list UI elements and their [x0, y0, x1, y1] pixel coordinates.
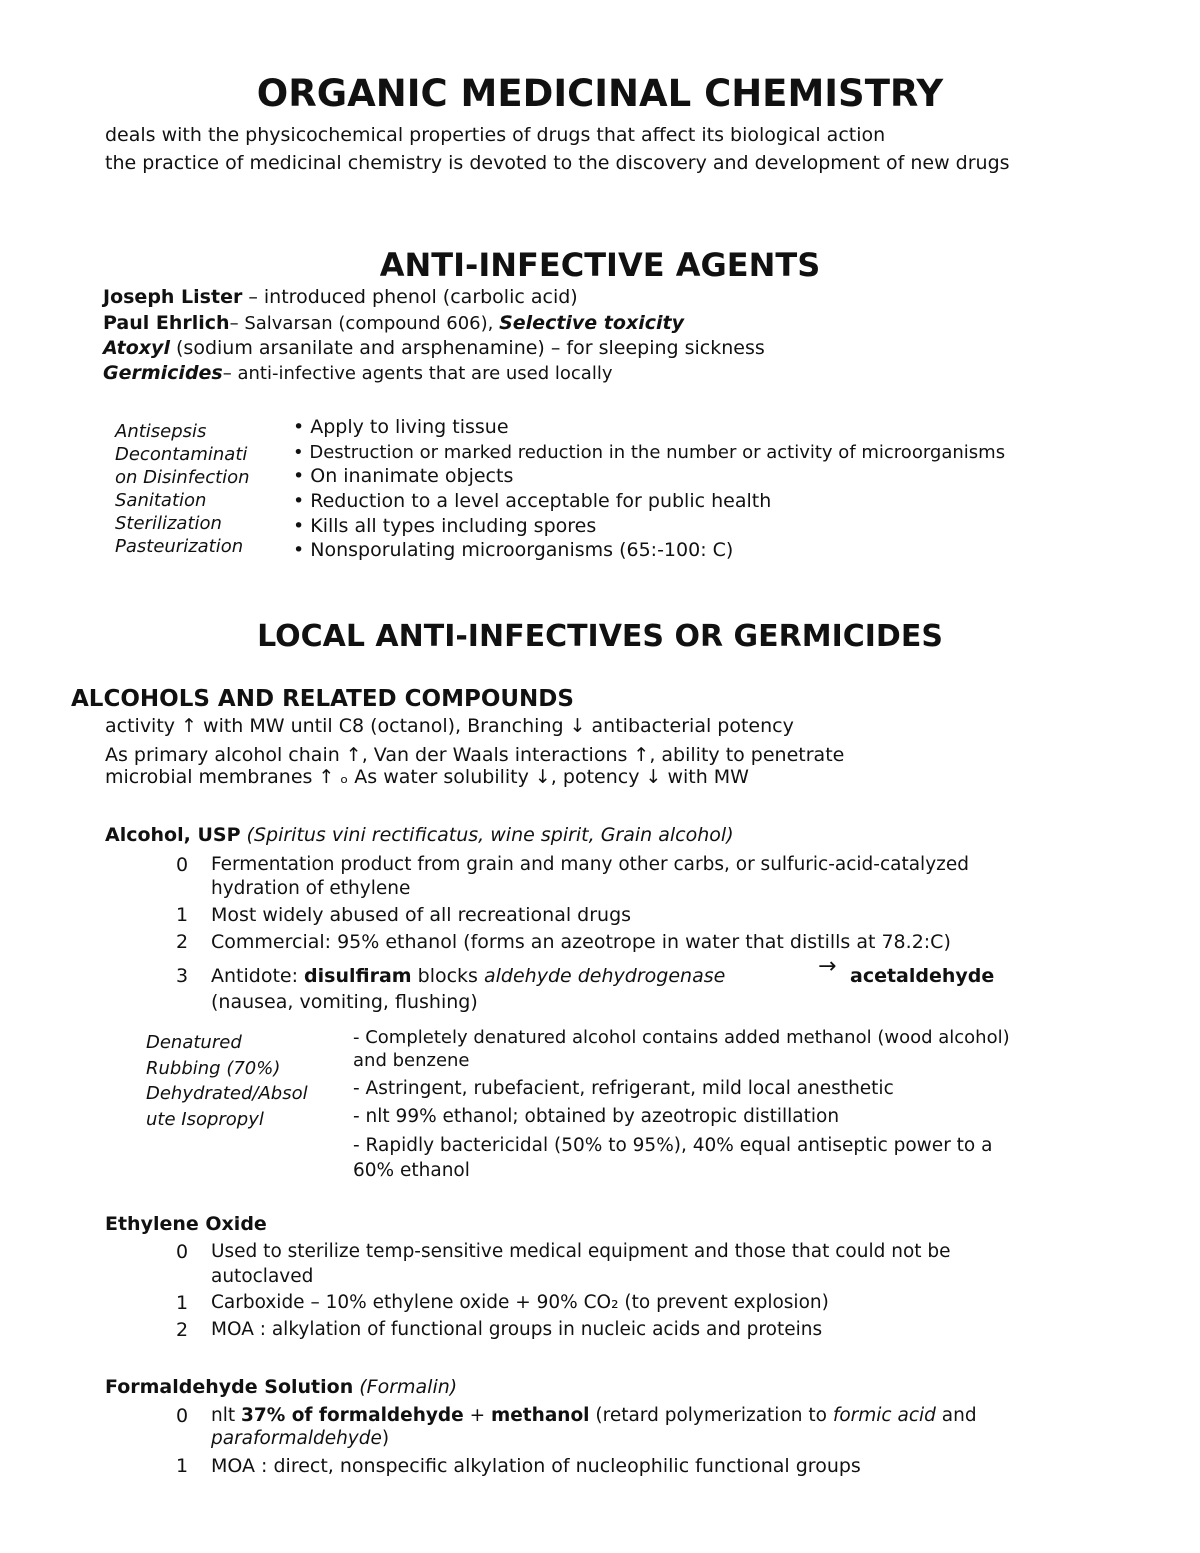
antidote-product: acetaldehyde [850, 965, 995, 987]
list-item: Used to sterilize temp-sensitive medical equipment and those that could not be [211, 1241, 951, 1262]
text-pre: nlt [211, 1405, 241, 1426]
text-bold: methanol [490, 1405, 590, 1426]
alcohol-type-desc: - Completely denatured alcohol contains added methanol (wood alcohol) [353, 1027, 1010, 1048]
bullet-item: • Kills all types including spores [293, 515, 597, 537]
person-atoxyl [103, 337, 765, 359]
person-lister [103, 286, 578, 308]
alcohol-type-desc: - Rapidly bactericidal (50% to 95%), 40% equal antiseptic power to a [353, 1135, 993, 1156]
list-item: Carboxide – 10% ethylene oxide + 90% CO₂ (to prevent explosion) [211, 1292, 829, 1313]
person-text: (sodium arsanilate and arsphenamine) – for sleeping sickness [169, 337, 765, 359]
subheading-alcohols: ALCOHOLS AND RELATED COMPOUNDS [71, 686, 574, 712]
alcohol-type-label: Rubbing (70%) [146, 1057, 281, 1079]
antidote-pre: Antidote: [211, 965, 305, 987]
note-line: As primary alcohol chain ↑, Van der Waals interactions ↑, ability to penetrate [105, 744, 845, 766]
person-germicides [103, 362, 612, 384]
alcohol-type-label: Dehydrated/Absol [146, 1083, 308, 1104]
compound-alias: (Spiritus vini rectificatus, wine spirit, Grain alcohol) [240, 824, 734, 846]
item-number: 1 [176, 904, 189, 926]
text-bold: 37% of formaldehyde [241, 1405, 464, 1426]
term-disinfection: on Disinfection [115, 467, 250, 488]
list-item: Commercial: 95% ethanol (forms an azeotrope in water that distills at 78.2:C) [211, 931, 951, 953]
list-item-cont [211, 1428, 389, 1449]
list-item: Fermentation product from grain and many other carbs, or sulfuric-acid-catalyzed [211, 854, 969, 875]
list-item-cont: hydration of ethylene [211, 878, 411, 899]
item-number: 0 [176, 1241, 189, 1263]
list-item: MOA : alkylation of functional groups in nucleic acids and proteins [211, 1319, 823, 1340]
alcohol-type-desc: 60% ethanol [353, 1160, 470, 1181]
bullet-item: • On inanimate objects [293, 465, 514, 487]
list-item-cont: (nausea, vomiting, flushing) [211, 991, 478, 1013]
term-decontamination: Decontaminati [115, 444, 248, 465]
text-and: and [935, 1405, 977, 1426]
text-plus: + [463, 1405, 491, 1426]
item-number: 2 [176, 1319, 189, 1341]
section-heading-local: LOCAL ANTI-INFECTIVES OR GERMICIDES [257, 619, 943, 654]
list-item-formaldehyde [211, 1405, 977, 1426]
text-mid: (retard polymerization to [589, 1405, 833, 1426]
text-close: ) [381, 1428, 390, 1449]
item-number: 0 [176, 854, 189, 876]
person-text: – anti-infective agents that are used locally [222, 363, 613, 384]
list-item: MOA : direct, nonspecific alkylation of nucleophilic functional groups [211, 1455, 861, 1477]
section-heading-anti-infective: ANTI-INFECTIVE AGENTS [379, 246, 821, 284]
item-number: 0 [176, 1405, 189, 1427]
list-item-cont: autoclaved [211, 1266, 314, 1287]
compound-name: Formaldehyde Solution [105, 1376, 354, 1398]
formaldehyde-heading [105, 1376, 457, 1398]
bullet-item: • Apply to living tissue [293, 416, 509, 438]
term-sanitation: Sanitation [115, 490, 207, 511]
list-item: Most widely abused of all recreational drugs [211, 904, 632, 926]
antidote-enzyme: aldehyde dehydrogenase [484, 965, 726, 987]
text-italic: paraformaldehyde [211, 1428, 382, 1449]
compound-alias: (Formalin) [353, 1376, 458, 1398]
list-item-antidote [211, 965, 725, 987]
person-ehrlich [103, 312, 684, 334]
antidote-mid: blocks [411, 965, 484, 987]
person-emphasis: Selective toxicity [499, 312, 684, 334]
bullet-item: • Nonsporulating microorganisms (65:-100: C) [293, 539, 734, 561]
alcohol-type-desc: - Astringent, rubefacient, refrigerant, mild local anesthetic [353, 1078, 894, 1099]
intro-line-1: deals with the physicochemical properties of drugs that affect its biological action [105, 124, 886, 146]
alcohol-type-label: ute Isopropyl [146, 1108, 264, 1130]
person-name: Germicides [103, 362, 223, 384]
person-name: Joseph Lister [103, 286, 243, 308]
item-number: 1 [176, 1455, 189, 1477]
person-name: Atoxyl [103, 337, 170, 359]
arrow-icon: → [818, 954, 837, 979]
alcohol-type-desc: and benzene [353, 1050, 470, 1071]
item-number: 1 [176, 1292, 189, 1314]
bullet-item: • Destruction or marked reduction in the number or activity of microorganisms [293, 442, 1006, 463]
note-line: activity ↑ with MW until C8 (octanol), Branching ↓ antibacterial potency [105, 715, 794, 737]
person-name: Paul Ehrlich [103, 312, 230, 334]
compound-name: Alcohol, USP [105, 824, 241, 846]
item-number: 3 [176, 965, 189, 987]
alcohol-type-label: Denatured [146, 1032, 242, 1053]
bullet-item: • Reduction to a level acceptable for public health [293, 490, 772, 512]
item-number: 2 [176, 931, 189, 953]
note-line: microbial membranes ↑ ₒ As water solubility ↓, potency ↓ with MW [105, 766, 749, 788]
term-pasteurization: Pasteurization [115, 536, 244, 557]
person-text: – Salvarsan (compound 606), [229, 313, 500, 334]
alcohol-heading [105, 824, 734, 846]
alcohol-type-desc: - nlt 99% ethanol; obtained by azeotropic distillation [353, 1106, 840, 1127]
term-sterilization: Sterilization [115, 513, 222, 534]
ethylene-heading: Ethylene Oxide [105, 1213, 267, 1235]
page-title: ORGANIC MEDICINAL CHEMISTRY [256, 72, 944, 115]
term-antisepsis: Antisepsis [115, 421, 207, 442]
text-italic: formic acid [832, 1405, 936, 1426]
intro-line-2: the practice of medicinal chemistry is devoted to the discovery and development of new drugs [105, 152, 1010, 174]
person-text: – introduced phenol (carbolic acid) [242, 286, 578, 308]
antidote-drug: disulfiram [304, 965, 412, 987]
